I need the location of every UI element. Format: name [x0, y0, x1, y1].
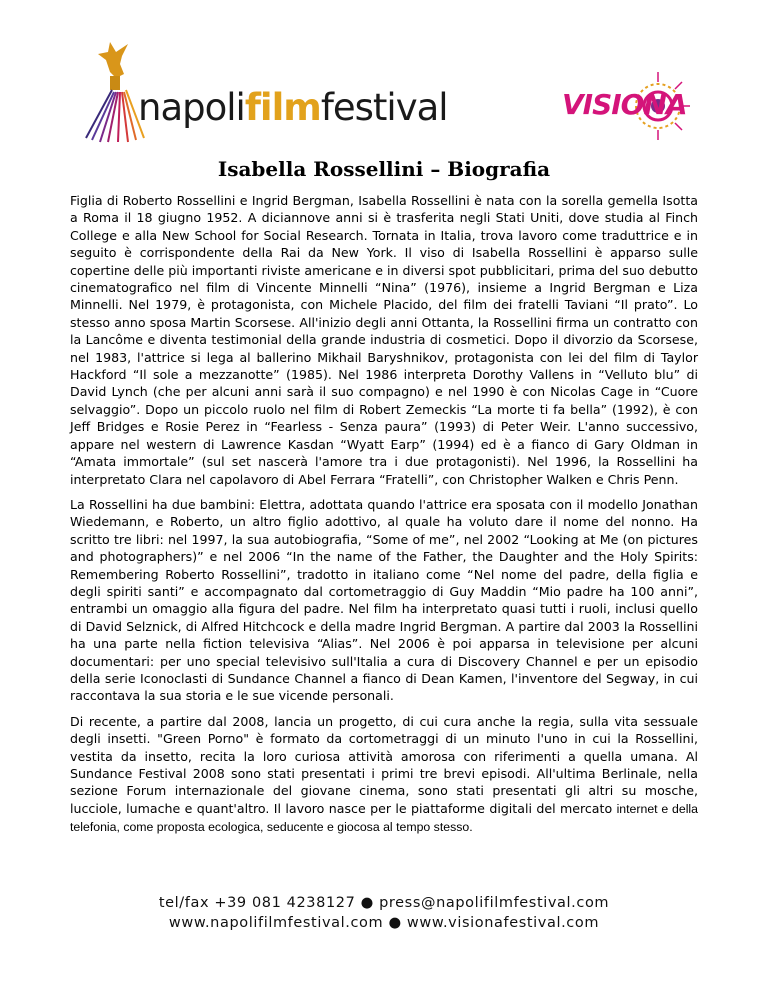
visiona-wordmark: VISIONA: [562, 88, 687, 121]
footer-websites-line: www.napolifilmfestival.com ● www.visionafestival.com: [168, 915, 600, 931]
paragraph: [70, 713, 698, 837]
footer-contact-line: tel/fax +39 081 4238127 ● press@napolifilmfestival.com: [158, 895, 610, 911]
wordmark-festival: festival: [320, 86, 448, 129]
wordmark-napoli: napoli: [138, 86, 245, 129]
paragraph-main-text: Di recente, a partire dal 2008, lancia un progetto, di cui cura anche la regia, sulla vita sessuale degli insetti. "Green Porno" è formato da cortometraggi di un minuto l'uno in cui la Rossellini, vestita da insetto, recita la loro curiosa attività amorosa con riferimenti a quella umana. Al Sundance Festival 2008 sono stati presentati i primi tre brevi episodi. All'ultima Berlinale, nella sezione Forum internazionale del giovane cinema, sono stati presentati gli altri su mosche, lucciole, lumache e quant'altro. Il lavoro nasce per le piattaforme digitali del mercato: [70, 713, 698, 816]
contact-footer: [0, 893, 768, 933]
biography-body: [70, 192, 698, 845]
paragraph: La Rossellini ha due bambini: Elettra, adottata quando l'attrice era sposata con il modello Jonathan Wiedemann, e Roberto, un altro figlio adottivo, al quale ha voluto dare il nome del nonno. Ha scritto tre libri: nel 1997, la sua autobiografia, “Some of me”, nel 2002 “Looking at Me (on pictures and photographers)” e nel 2006 “In the name of the Father, the Daughter and the Holy Spirits: Remembering Roberto Rossellini”, tradotto in italiano come “Nel nome del padre, della figlia e degli spiriti santi” e accompagnato dal cortometraggio di Guy Maddin “Mio padre ha 100 anni”, entrambi un omaggio alla figura del padre. Nel film ha interpretato quasi tutti i ruoli, inclusi quello di David Selznick, di Alfred Hitchcock e della madre Ingrid Bergman. A partire dal 2003 la Rossellini ha una parte nella fiction televisiva “Alias”. Nel 2006 è poi apparsa in televisione per alcuni documentari: per uno special televisivo sull'Italia a cura di Discovery Channel e per un episodio della serie Iconoclasti di Sundance Channel a fianco di Dean Kamen, l'inventore del Segway, in cui raccontava la sua storia e le sue vicende personali.: [70, 496, 698, 704]
paragraph-tail-text: internet e della telefonia, come proposta ecologica, seducente e giocosa al tempo stesso.: [70, 801, 698, 835]
page-title: Isabella Rossellini – Biografia: [217, 157, 551, 181]
napoli-film-festival-wordmark: [138, 86, 448, 129]
wordmark-film: film: [244, 86, 321, 129]
visiona-logo: [562, 68, 690, 152]
napoli-film-festival-logo: [80, 38, 460, 148]
paragraph: Figlia di Roberto Rossellini e Ingrid Bergman, Isabella Rossellini è nata con la sorella gemella Isotta a Roma il 18 giugno 1952. A diciannove anni si è trasferita negli Stati Uniti, dove studia al Finch College e alla New School for Social Research. Tornata in Italia, trova lavoro come traduttrice e in seguito è corrispondente della Rai da New York. Il viso di Isabella Rossellini è apparso sulle copertine delle più importanti riviste americane e in diversi spot pubblicitari, prima del suo debutto cinematografico nel film di Vincente Minnelli “Nina” (1976), insieme a Ingrid Bergman e Liza Minnelli. Nel 1979, è protagonista, con Michele Placido, del film dei fratelli Taviani “Il prato”. Lo stesso anno sposa Martin Scorsese. All'inizio degli anni Ottanta, la Rossellini firma un contratto con la Lancôme e diventa testimonial della grande industria di cosmetici. Dopo il divorzio da Scorsese, nel 1983, l'attrice si lega al ballerino Mikhail Baryshnikov, protagonista con lei del film di Taylor Hackford “Il sole a mezzanotte” (1985). Nel 1986 interpreta Dorothy Vallens in “Velluto blu” di David Lynch (che per alcuni anni sarà il suo compagno) e nel 1990 è con Nicolas Cage in “Cuore selvaggio”. Dopo un piccolo ruolo nel film di Robert Zemeckis “La morte ti fa bella” (1992), è con Jeff Bridges e Rosie Perez in “Fearless - Senza paura” (1993) di Peter Weir. L'anno successivo, appare nel western di Lawrence Kasdan “Wyatt Earp” (1994) ed è a fianco di Gary Oldman in “Amata immortale” (sul set nascerà l'amore tra i due protagonisti). Nel 1996, la Rossellini ha interpretato Clara nel capolavoro di Abel Ferrara “Fratelli”, con Christopher Walken e Chris Penn.: [70, 193, 698, 487]
